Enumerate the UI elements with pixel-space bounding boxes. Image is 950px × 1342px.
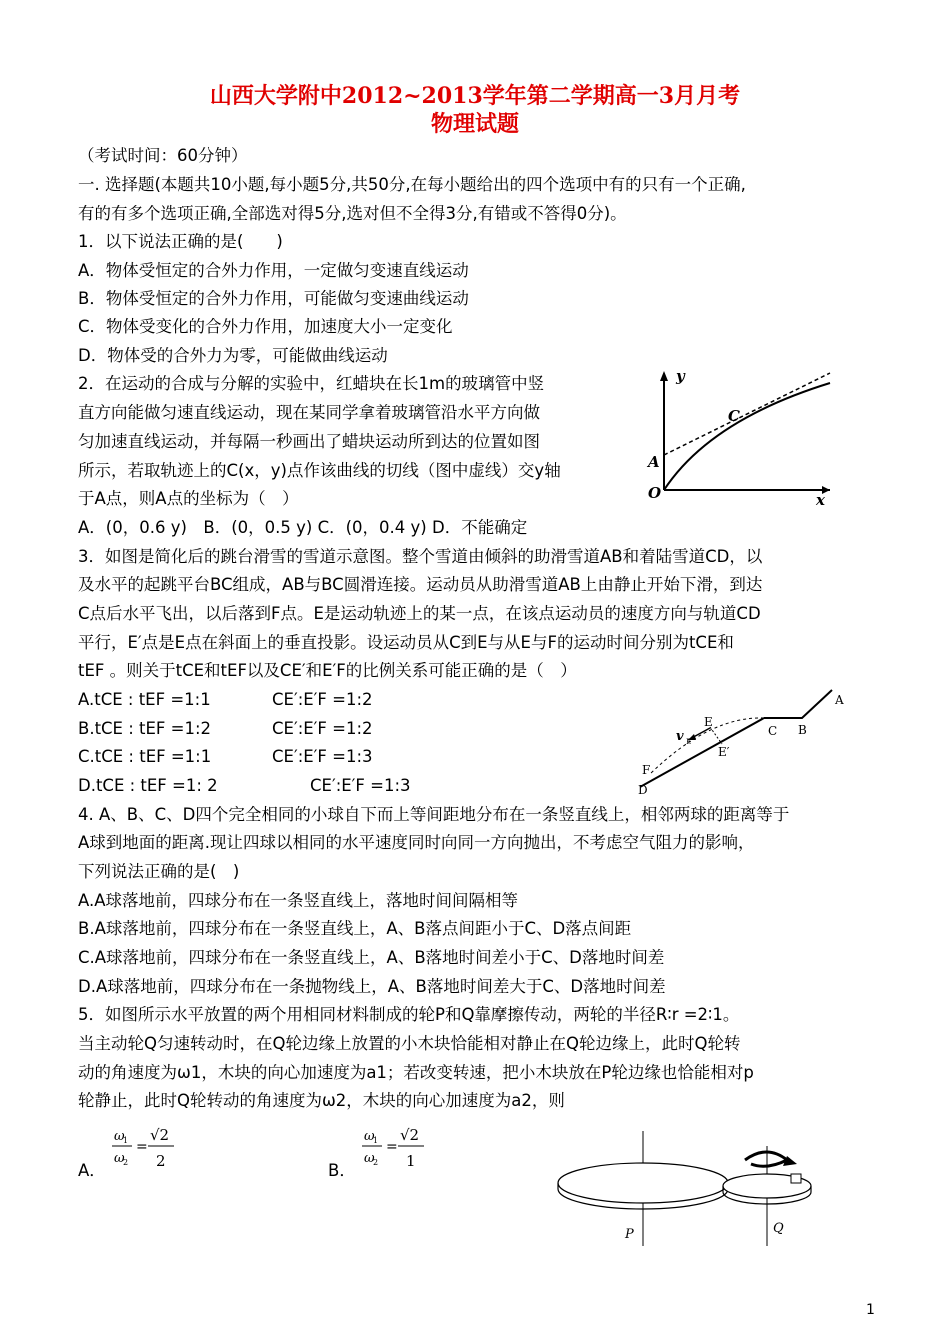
svg-text:1: 1	[406, 1152, 416, 1170]
label-v: v	[676, 729, 684, 744]
svg-text:=: =	[136, 1139, 148, 1155]
svg-text:ω: ω	[114, 1129, 125, 1144]
svg-text:√2: √2	[400, 1126, 420, 1144]
q3-option-a-distance: CE′:E′F =1:2	[272, 690, 373, 709]
q3-line4: 平行，E′点是E点在斜面上的垂直投影。设运动员从C到E与从E与F的运动时间分别为tCE和	[78, 633, 734, 652]
q3-option-a-time: A.tCE : tEF =1:1	[78, 690, 211, 709]
q1-stem: 1．以下说法正确的是( )	[78, 232, 283, 251]
y-axis-label: y	[676, 367, 685, 385]
svg-text:1: 1	[373, 1136, 379, 1145]
page-number: 1	[866, 1302, 875, 1318]
trajectory-figure	[640, 365, 840, 510]
label-v-subscript: E	[686, 738, 692, 746]
label-e-prime: E′	[718, 745, 730, 759]
q5-line2: 当主动轮Q匀速转动时，在Q轮边缘上放置的小木块恰能相对静止在Q轮边缘上，此时Q轮转	[78, 1034, 741, 1053]
label-b: B	[798, 723, 807, 737]
q2-line4: 所示，若取轨迹上的C(x，y)点作该曲线的切线（图中虚线）交y轴	[78, 461, 561, 480]
label-d: D	[638, 783, 648, 797]
point-a-label: A	[648, 453, 660, 471]
q3-option-c-distance: CE′:E′F =1:3	[272, 747, 373, 766]
wooden-block	[791, 1174, 801, 1183]
q5-option-a-formula	[110, 1122, 180, 1174]
svg-text:2: 2	[373, 1158, 379, 1167]
wheel-p	[558, 1163, 728, 1203]
q3-option-b-distance: CE′:E′F =1:2	[272, 719, 373, 738]
q5-option-b-formula	[360, 1122, 430, 1174]
q2-line2: 直方向能做匀速直线运动，现在某同学拿着玻璃管沿水平方向做	[78, 403, 540, 422]
svg-text:1: 1	[123, 1136, 129, 1145]
svg-text:ω: ω	[364, 1129, 375, 1144]
q2-options: A．(0，0.6 y) B．(0，0.5 y) C．(0，0.4 y) D．不能确定	[78, 518, 528, 537]
q4-option-c: C.A球落地前，四球分布在一条竖直线上，A、B落地时间差小于C、D落地时间差	[78, 948, 665, 967]
q1-option-b: B．物体受恒定的合外力作用，可能做匀变速曲线运动	[78, 289, 469, 308]
q2-line3: 匀加速直线运动，并每隔一秒画出了蜡块运动所到达的位置如图	[78, 432, 540, 451]
svg-text:2: 2	[123, 1158, 129, 1167]
q4-line2: A球到地面的距离.现让四球以相同的水平速度同时向同一方向抛出，不考虑空气阻力的影响，	[78, 833, 755, 852]
section-intro-line2: 有的有多个选项正确,全部选对得5分,选对但不全得3分,有错或不答得0分)。	[78, 204, 627, 223]
landing-slope-cd	[640, 718, 764, 787]
q5-option-b-label: B．	[328, 1161, 356, 1180]
q5-option-a-label: A．	[78, 1161, 106, 1180]
label-p: P	[625, 1227, 634, 1242]
point-c-label: C	[728, 407, 740, 425]
origin-label: O	[648, 484, 662, 502]
ski-slope-figure	[630, 682, 855, 800]
section-intro-line1: 一. 选择题(本题共10小题,每小题5分,共50分,在每小题给出的四个选项中有的只有一个正确,	[78, 175, 746, 194]
exam-subtitle: 物理试题	[430, 111, 519, 137]
svg-text:=: =	[386, 1139, 398, 1155]
svg-text:√2: √2	[150, 1126, 170, 1144]
label-e: E	[704, 715, 713, 729]
q3-option-c-time: C.tCE : tEF =1:1	[78, 747, 212, 766]
q2-line1: 2．在运动的合成与分解的实验中，红蜡块在长1m的玻璃管中竖	[78, 374, 545, 393]
q3-line1: 3．如图是简化后的跳台滑雪的雪道示意图。整个雪道由倾斜的助滑雪道AB和着陆雪道CD，以	[78, 547, 763, 566]
q2-line5: 于A点，则A点的坐标为（ ）	[78, 489, 299, 508]
exam-time: （考试时间：60分钟）	[78, 146, 248, 165]
label-a: A	[835, 693, 844, 707]
q5-line1: 5．如图所示水平放置的两个用相同材料制成的轮P和Q靠摩擦传动，两轮的半径R∶r =2∶1。	[78, 1005, 740, 1024]
svg-text:ω: ω	[114, 1151, 125, 1166]
q3-line2: 及水平的起跳平台BC组成，AB与BC圆滑连接。运动员从助滑雪道AB上由静止开始下滑，到达	[78, 575, 763, 594]
q3-option-b-time: B.tCE : tEF =1:2	[78, 719, 212, 738]
q3-option-d-distance: CE′:E′F =1:3	[310, 776, 411, 795]
friction-wheels-figure	[555, 1126, 845, 1251]
q1-option-d: D．物体受的合外力为零，可能做曲线运动	[78, 346, 388, 365]
trajectory-curve	[664, 383, 830, 490]
q3-option-d-time: D.tCE : tEF =1: 2	[78, 776, 218, 795]
q5-line4: 轮静止，此时Q轮转动的角速度为ω2，木块的向心加速度为a2，则	[78, 1091, 565, 1110]
q3-line5: tEF 。则关于tCE和tEF以及CE′和E′F的比例关系可能正确的是（ ）	[78, 661, 577, 680]
tangent-line	[664, 373, 830, 455]
q4-line3: 下列说法正确的是( )	[78, 862, 240, 881]
x-axis-label: x	[816, 491, 825, 509]
svg-text:ω: ω	[364, 1151, 375, 1166]
q3-line3: C点后水平飞出，以后落到F点。E是运动轨迹上的某一点，在该点运动员的速度方向与轨道CD	[78, 604, 761, 623]
q4-option-b: B.A球落地前，四球分布在一条竖直线上，A、B落点间距小于C、D落点间距	[78, 919, 632, 938]
label-f: F	[642, 763, 651, 777]
q1-option-c: C．物体受变化的合外力作用，加速度大小一定变化	[78, 317, 453, 336]
q4-option-a: A.A球落地前，四球分布在一条竖直线上，落地时间间隔相等	[78, 891, 519, 910]
label-q: Q	[773, 1221, 784, 1236]
q5-line3: 动的角速度为ω1，木块的向心加速度为a1；若改变转速，把小木块放在P轮边缘也恰能相对p	[78, 1063, 754, 1082]
q4-option-d: D.A球落地前，四球分布在一条抛物线上，A、B落地时间差大于C、D落地时间差	[78, 977, 666, 996]
q4-line1: 4. A、B、C、D四个完全相同的小球自下而上等间距地分布在一条竖直线上，相邻两球的距离等于	[78, 805, 790, 824]
run-slope-ab	[780, 690, 832, 718]
label-c: C	[768, 724, 778, 738]
q1-option-a: A．物体受恒定的合外力作用，一定做匀变速直线运动	[78, 261, 469, 280]
exam-title: 山西大学附中2012~2013学年第二学期高一3月月考	[209, 83, 741, 109]
rotation-arrow-icon	[745, 1152, 787, 1166]
svg-text:2: 2	[156, 1152, 166, 1170]
